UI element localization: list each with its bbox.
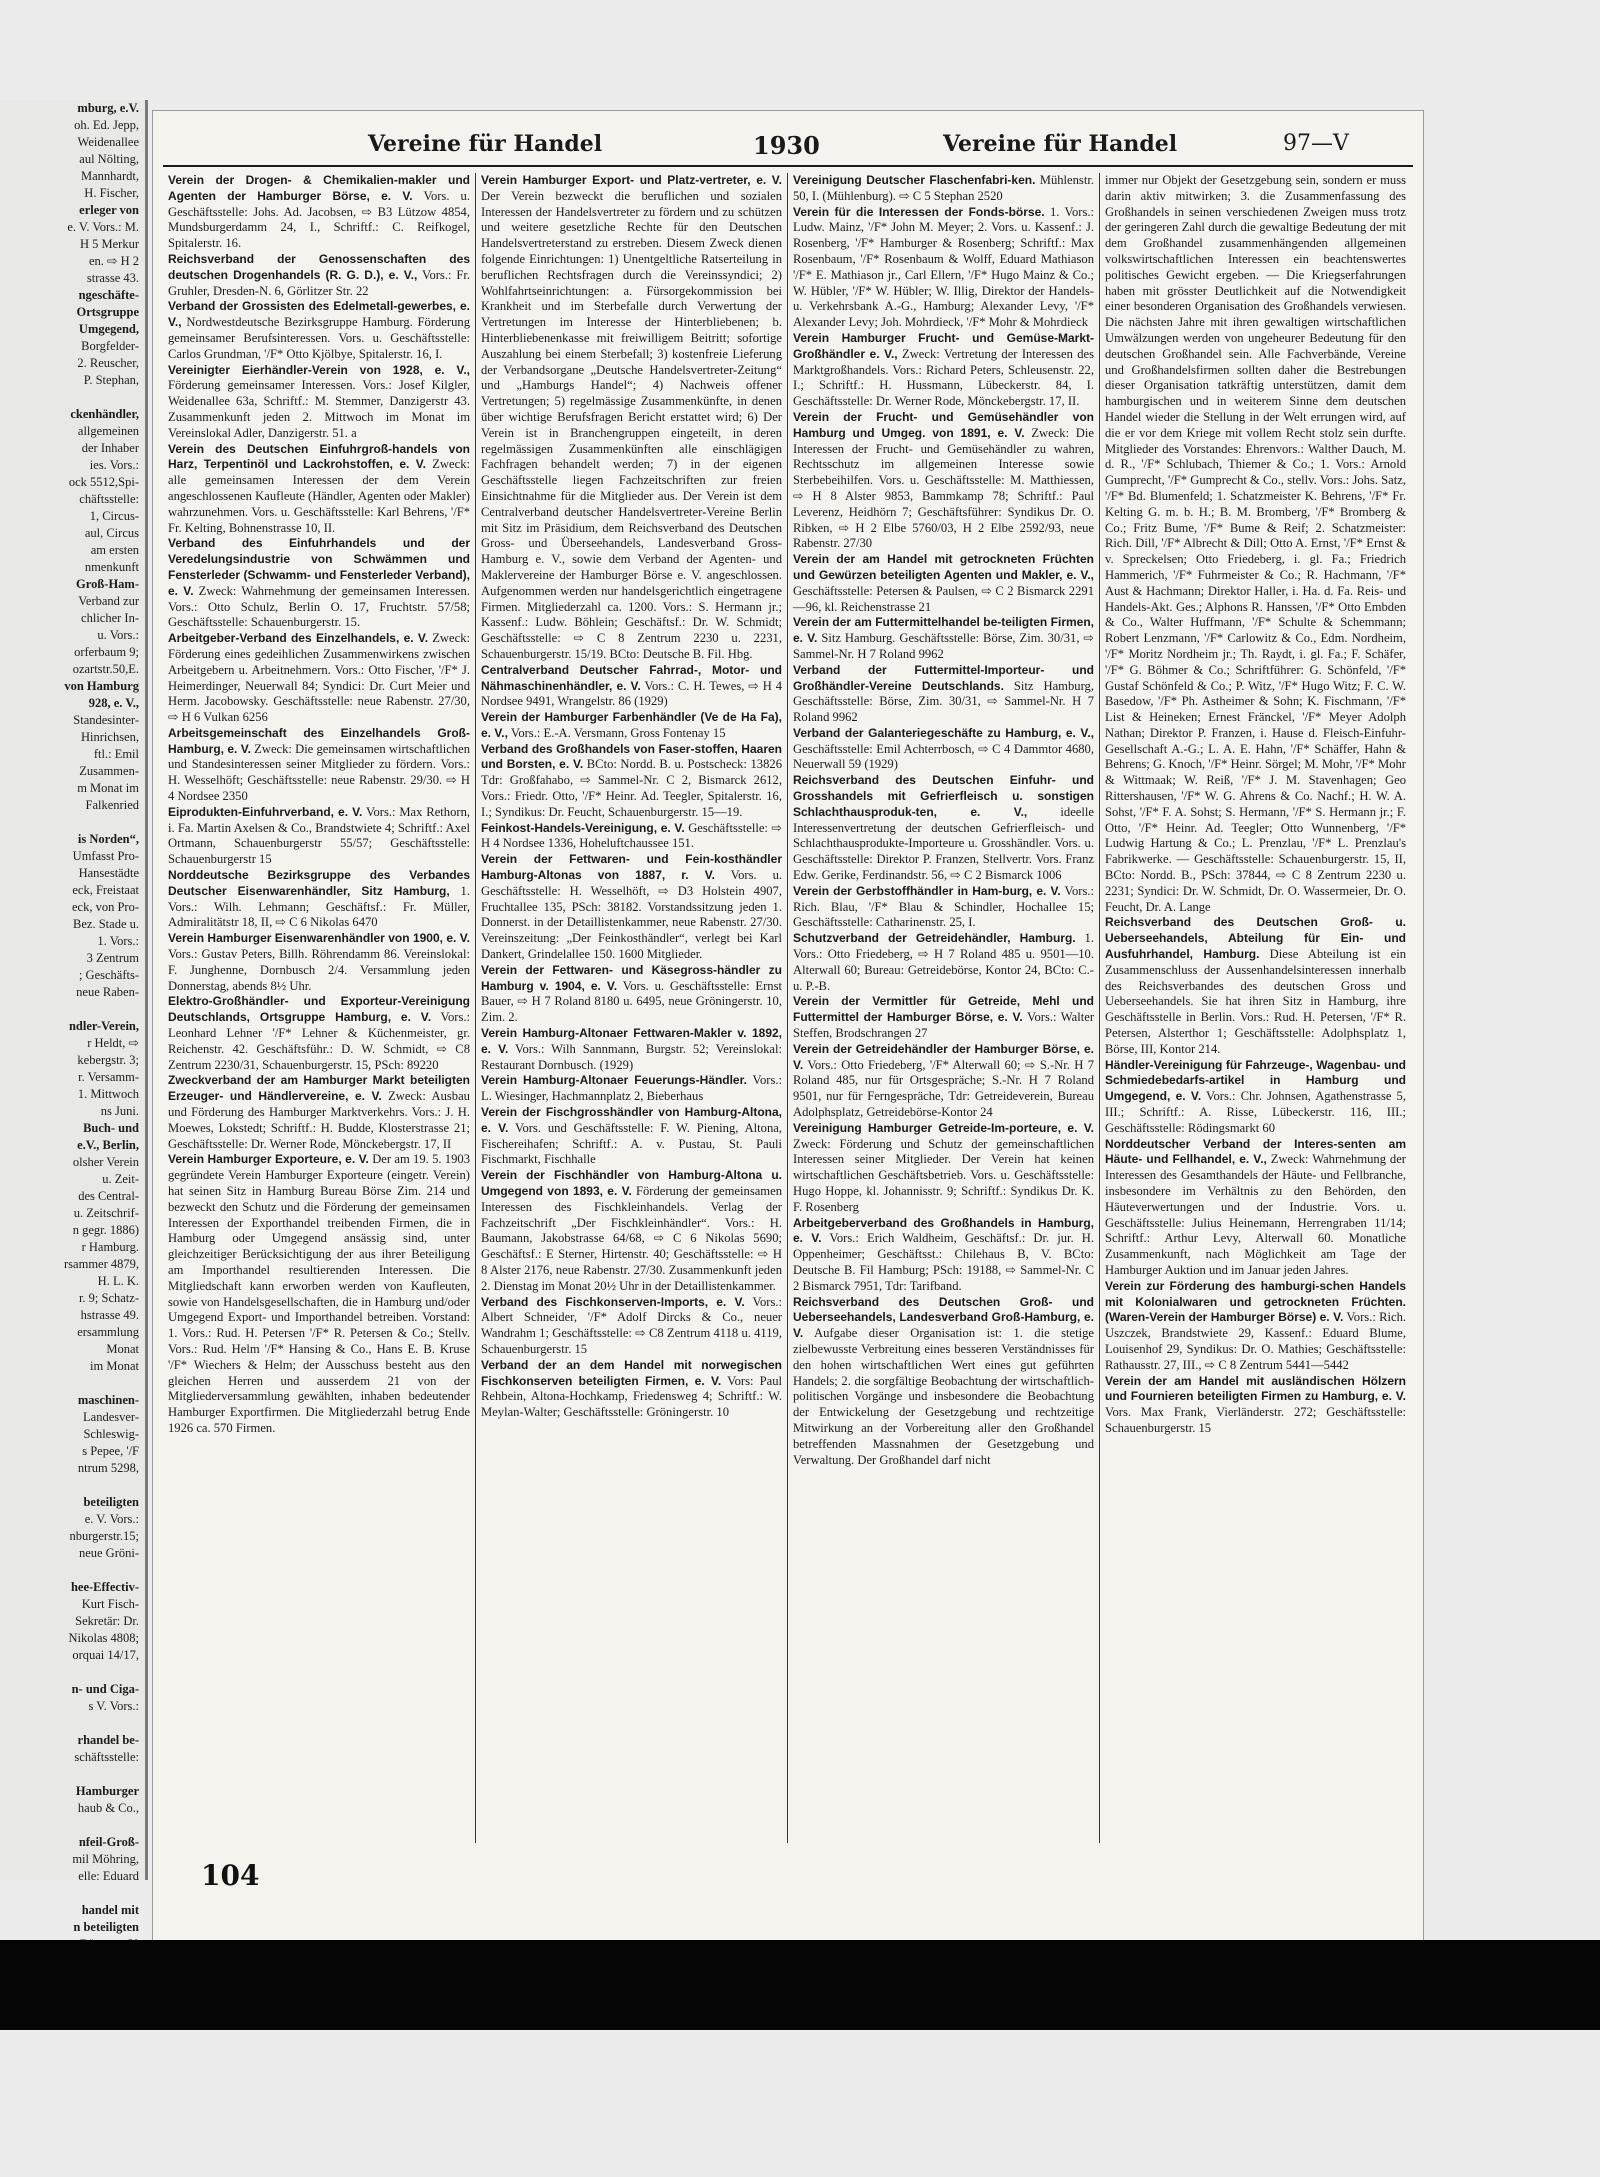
left-page-line: Groß-Ham- <box>76 577 139 591</box>
left-page-line: ndler-Verein, <box>68 1019 139 1033</box>
left-page-line: ies. Vors.: <box>89 458 139 472</box>
left-page-line <box>0 389 145 406</box>
left-page-line: ock 5512,Spi- <box>68 475 139 489</box>
directory-entry <box>481 1295 782 1358</box>
directory-entry <box>1105 173 1406 915</box>
left-page-line: u. Zeit- <box>102 1172 139 1186</box>
entry-text: Vors. und Geschäftsstelle: F. W. Piening, Altona, Fischereihafen; Schriftf.: A. v. Pustau, St. Pauli Fischmarkt, Fischhalle <box>481 1120 783 1167</box>
entry-text: Vors.: Walter Steffen, Brodschrangen 27 <box>793 1010 1095 1041</box>
entry-name: Reichsverband des Deutschen Groß- u. Ueberseehandels, Abteilung für Ein- und Ausfuhrhandel, Hamburg. <box>1105 915 1406 962</box>
entry-text: Vors.: Leonhard Lehner '/F* Lehner & Küchenmeister, gr. Reichenstr. 42. Geschäftsführ.: D. W. Schmidt, ⇨ C8 Zentrum 2230/31, Schauenburgerstr. 15, PSch: 89220 <box>168 1010 470 1072</box>
directory-entry <box>481 1026 782 1073</box>
entry-name: Verein der Frucht- und Gemüsehändler von Hamburg und Umgeg. von 1891, e. V. <box>793 409 1094 440</box>
left-page-line: r Heldt, ⇨ <box>87 1036 139 1050</box>
directory-entry <box>481 1358 782 1421</box>
left-page-line: oh. Ed. Jepp, <box>74 118 139 132</box>
left-page-line: eck, Freistaat <box>72 883 139 897</box>
directory-entry <box>793 331 1094 410</box>
entry-text: Zweck: Die Interessen der Frucht- und Gemüsehändler zu wahren, Rechtsschutz im allgemeinen Interesse sowie Sterbebeihilfen. Vors. u. Geschäftsstelle: M. Matthiessen, ⇨ H 8 Alster 9853, Bammkamp 78; Schriftf.: Paul Leverenz, Heidhörn 7; Geschäftsführer: Syndikus Dr. O. Ribken, ⇨ H 2 Elbe 5760/03, H 2 Elbe 2592/93, neue Rabenstr. 27/30 <box>793 425 1094 551</box>
left-page-line: ngeschäfte- <box>78 288 139 302</box>
left-page-line: n beteiligten <box>73 1920 139 1934</box>
left-page-line: P. Stephan, <box>83 373 139 387</box>
left-page-line: der Inhaber <box>81 441 139 455</box>
left-page-line <box>0 1001 145 1018</box>
entry-text: Zweck: Förderung und Schutz der gemeinschaftlichen Interessen seiner Mitglieder. Der Verein hat keinen wirtschaftlichen Geschäftsbetrieb. Vors. u. Geschäftsstelle: Hugo Hoppe, kl. Johannisstr. 9; Schriftf.: Syndikus Dr. K. F. Rosenberg <box>793 1136 1094 1214</box>
left-page-line: nmenkunft <box>84 560 139 574</box>
entry-name: Zweckverband der am Hamburger Markt beteiligten Erzeuger- und Händlervereine, e. V. <box>168 1073 470 1104</box>
directory-entry <box>1105 1374 1406 1437</box>
left-page-line: Monat <box>106 1342 139 1356</box>
page-header <box>163 127 1413 167</box>
left-page-line: neue Gröni- <box>78 1546 139 1560</box>
left-page-line: neue Raben- <box>76 985 139 999</box>
entry-name: Vereinigung Hamburger Getreide-Im-porteure, e. V. <box>793 1120 1094 1135</box>
directory-entry <box>168 252 470 299</box>
entry-text: Geschäftsstelle: Petersen & Paulsen, ⇨ C 2 Bismarck 2291—96, kl. Reichenstrasse 21 <box>793 583 1094 614</box>
directory-entry <box>1105 915 1406 1057</box>
entry-name: Verband des Großhandels von Faser-stoffen, Haaren und Borsten, e. V. <box>481 741 782 772</box>
entry-text: immer nur Objekt der Gesetzgebung sein, sondern er muss darin aktiv mitwirken; 3. die Zusammenfassung des Großhandels in seinen verschiedenen Zweigen muss trotz der geringeren Zahl durch die gewaltige Bedeutung der mit dem Großhandel zusammenhängenden allgemeinen volkswirtschaftlichen Interessen ein beachtenswertes politisches Gewicht ergeben. — Die Kriegserfahrungen haben mit grösster Deutlichkeit auf die Notwendigkeit einer besonderen Organisation des Großhandels verwiesen. Die nächsten Jahre mit ihren gewaltigen wirtschaftlichen Umwälzungen werden von ungeheurer Bedeutung für den deutschen Großhandel sein. Alle Fachverbände, Vereine und Großhandelsfirmen sollten daher die Bestrebungen dieser Organisation tatkräftig unterstützen, damit dem hamburgischen und in weiterem Sinne dem deutschen Handel wieder die Stellung in der Welt errungen wird, auf die er vor dem Kriege mit vollem Recht stolz sein durfte. Mitglieder des Vorstandes: Ehrenvors.: Walther Dauch, M. d. R., '/F* Schlubach, Thiemer & Co.; 1. Vors.: Arnold Gumprecht, '/F* Gumprecht & Co., stellv. Vors.: Johs. Satz, '/F* Bd. Blumenfeld; 1. Schatzmeister K. Behrens, '/F* Fr. Kelting G. m. b. H.; B. M. Bromberg, '/F* Bromberg & Co.; Fritz Bume, '/F* Bume & Reif; 2. Schatzmeister: Rich. Dill, '/F* Albrecht & Dill; Otto A. Ernst, '/F* Ernst & v. Spreckelsen; Otto Friedeberg, i. gl. Fa.; Friedrich Hammerich, '/F* Fuhrmeister & Co.; R. Hachmann, '/F* Aust & Hachmann; Direktor Haller, i. Ha. d. Fa. Reis- und Handels-Akt. Ges.; Alphons R. Hanssen, '/F* Otto Embden & Co., Walter Huffmann, '/F* Schulte & Schemmann; Robert Lenzmann, '/F* Carlowitz & Co., Edm. Nordheim, '/F* Moritz Nordheim jr.; Th. Raydt, i. gl. Fa.; F. Schäfer, '/F* G. Böhmer & Co.; Schriftführer: G. Schönfeld, '/F* Gustaf Schönfeld & Co.; P. Witz, '/F* Hugo Witz; F. C. W. Basedow, '/F* Ph. Astheimer & Sohn; K. Fischmann, '/F* List & Heineken; Ernest Fränckel, '/F* Meyer Adolph Nathan; Direktor P. Franzen, i. Hause d. Fleisch-Einfuhr-Gesellschaft A.-G.; L. A. E. Hahn, '/F* Schäffer, Hahn & Behrens; G. Knoch, '/F* Heinr. Sörgel; M. Mohr, '/F* Mohr & Wittmaak; W. Reiß, '/F* J. M. Stavenhagen; Geo Rittershausen, '/F* W. G. Ahrens & Co. Nachf.; H. W. A. Sohst, '/F* F. A. Sohst; S. Hermann, '/F* S. Hermann jr.; F. Otto, '/F* Heinr. Ad. Teegler; Otto Wunnenberg, '/F* Ludwig Hartung & Co.; L. Prenzlau, '/F* L. Prenzlau's Fabrikwerke. — Geschäftsstelle: Schauenburgerstr. 15, II, BCto: Nordd. B., PSch: 37844, ⇨ C 8 Zentrum 2230 u. 2231; Syndici: Dr. W. Schmidt, Dr. O. Wassermeier, Dr. O. Feucht, Dr. A. Lange <box>1105 173 1406 914</box>
entry-text: ideelle Interessenvertretung der deutschen Gefrierfleisch- und Schlachthausprodukte-Importeure u. Grosshändler. Vors. u. Geschäftsstelle: Direktor P. Franzen, Stellvertr. Vors. Franz Edw. Gerike, Ferdinandstr. 56, ⇨ C 2 Bismarck 1006 <box>793 804 1094 883</box>
entry-text: 1. Vors.: Ludw. Mainz, '/F* John M. Meyer; 2. Vors. u. Kassenf.: J. Rosenberg, '/F* Hamburger & Rosenberg; Schriftf.: Max Rosenbaum, '/F* Rosenbaum & Wolff, Eduard Mathiason '/F* E. Mathiason jr., Carl Ellern, '/F* Hugo Mainz & Co.; W. Hübler, '/F* W. Hübler; W. Illig, Direktor der Handels- u. Verkehrsbank A.-G., Hamburg; Alexander Levy, '/F* Alexander Levy; Joh. Mohrdieck, '/F* Mohr & Mohrdieck <box>793 204 1094 330</box>
directory-entry <box>168 442 470 537</box>
entry-name: Verband der an dem Handel mit norwegischen Fischkonserven beteiligten Firmen, e. V. <box>481 1357 782 1388</box>
directory-entry <box>793 552 1094 615</box>
entry-text: Vors. u. Geschäftsstelle: Johs. Ad. Jacobsen, ⇨ B3 Lützow 4854, Mundsburgerdamm 24, I., Schriftf.: C. Reifkogel, Spitalerstr. 16. <box>168 188 471 251</box>
directory-entry <box>793 410 1094 552</box>
directory-entry <box>481 663 782 710</box>
scan-border <box>0 1940 1600 2030</box>
left-page-line: nburgerstr.15; <box>69 1529 139 1543</box>
left-page-line: erleger von <box>79 203 139 217</box>
left-page-line: hee-Effectiv- <box>70 1580 139 1594</box>
entry-text: 1. Vors.: Wilh. Lehmann; Geschäftsf.: Fr. Müller, Admiralitätstr 18, II, ⇨ C 6 Nikolas 6470 <box>168 883 470 930</box>
entry-text: Förderung der gemeinsamen Interessen des Fischkleinhandels. Verlag der Fachzeitschrift „Der Fischkleinhändler“. Vors.: H. Baumann, Jakobstrasse 64/68, ⇨ C 6 Nikolas 5690; Geschäftsf.: E Sterner, Hirtenstr. 40; Geschäftsstelle: ⇨ H 8 Alster 2176, neue Rabenstr. 27/30. Zusammenkunft jeden 2. Dienstag im Monat 20½ Uhr in der Detaillistenkammer. <box>481 1184 782 1293</box>
left-page-line: aul Nölting, <box>79 152 139 166</box>
directory-entry <box>168 173 470 252</box>
entry-text: Vors.: L. Wiesinger, Hachmannplatz 2, Bieberhaus <box>481 1073 783 1104</box>
directory-entry <box>793 773 1094 884</box>
left-page-line: 3 Zentrum <box>86 951 139 965</box>
entry-text: Geschäftsstelle: ⇨ H 4 Nordsee 1336, Hoheluftchaussee 151. <box>481 820 782 851</box>
entry-text: Mühlenstr. 50, I. (Mühlenburg). ⇨ C 5 Stephan 2520 <box>793 173 1094 203</box>
left-page-line: 2. Reuscher, <box>77 356 139 370</box>
left-page-line: n- und Ciga- <box>71 1682 139 1696</box>
directory-entry <box>793 726 1094 773</box>
directory-entry <box>1105 1058 1406 1137</box>
directory-page <box>152 110 1424 1952</box>
left-page-line: mil Möhring, <box>72 1852 139 1866</box>
left-page-line: m Monat im <box>77 781 139 795</box>
left-page-line: Standesinter- <box>73 713 139 727</box>
left-page-line: Hamburger <box>75 1784 139 1798</box>
left-page-line: des Central- <box>78 1189 139 1203</box>
entry-text: Vors.: Fr. Gruhler, Dresden-N. 6, Görlitzer Str. 22 <box>168 267 471 298</box>
left-page-line: s V. Vors.: <box>88 1699 139 1713</box>
entry-name: Verein für die Interessen der Fonds-börse. <box>793 204 1045 219</box>
entry-name: Eiprodukten-Einfuhrverband, e. V. <box>168 804 363 819</box>
column-4 <box>1099 173 1411 1843</box>
left-page-line: nfeil-Groß- <box>78 1835 139 1849</box>
left-page-line: Zusammen- <box>79 764 139 778</box>
directory-entry <box>1105 1279 1406 1374</box>
left-page-line: u. Vors.: <box>97 628 139 642</box>
entry-text: Vors.: Gustav Peters, Billh. Röhrendamm 86. Vereinslokal: F. Junghenne, Dornbusch 2/4. Versammlung jeden Donnerstag, abends 8½ Uhr. <box>168 947 470 993</box>
left-page-line: orquai 14/17, <box>72 1648 139 1662</box>
entry-name: Verein Hamburger Export- und Platz-vertreter, e. V. <box>481 173 782 187</box>
directory-entry <box>168 994 470 1073</box>
entry-name: Arbeitgeberverband des Großhandels in Hamburg, e. V. <box>793 1215 1094 1246</box>
entry-name: Verein Hamburger Exporteure, e. V. <box>168 1152 369 1167</box>
entry-name: Feinkost-Handels-Vereinigung, e. V. <box>481 820 685 835</box>
entry-text: Vors.: Albert Schneider, '/F* Adolf Dircks & Co., neuer Wandrahm 1; Geschäftsstelle: ⇨ C8 Zentrum 4118 u. 4119, Schauenburgerstr. 15 <box>481 1294 783 1356</box>
directory-entry <box>168 363 470 442</box>
left-page-line: maschinen- <box>77 1393 139 1407</box>
entry-name: Verein der Fischgrosshändler von Hamburg-Altona, e. V. <box>481 1105 782 1135</box>
left-page-line: olsher Verein <box>72 1155 139 1169</box>
entry-name: Arbeitsgemeinschaft des Einzelhandels Groß-Hamburg, e. V. <box>168 725 470 756</box>
directory-entry <box>793 173 1094 205</box>
entry-name: Verein der Hamburger Farbenhändler (Ve de Ha Fa), e. V., <box>481 710 782 740</box>
left-page-line <box>0 1375 145 1392</box>
entry-name: Vereinigter Eierhändler-Verein von 1928, e. V., <box>168 362 470 377</box>
left-page-line: H. Fischer, <box>84 186 139 200</box>
directory-entry <box>481 710 782 742</box>
left-page-line: H. L. K. <box>97 1274 139 1288</box>
left-page-line: strasse 43. <box>86 271 139 285</box>
entry-name: Verband des Einfuhrhandels und der Veredelungsindustrie von Schwämmen und Fensterleder (Schwamm- und Fensterleder Verband), e. V. <box>168 536 470 598</box>
directory-entry <box>793 1042 1094 1121</box>
left-page-line: Hansestädte <box>78 866 139 880</box>
left-page-line: Mannhardt, <box>81 169 139 183</box>
left-page-line: elle: Eduard <box>78 1869 139 1883</box>
left-page-line: schäftsstelle: <box>74 1750 139 1764</box>
entry-text: Vors.: Rich. Uszczek, Brandstwiete 29, Kassenf.: Eduard Blume, Louisenhof 29, Syndikus: Dr. O. Mathies; Geschäftsstelle: Rathausstr. 27, III., ⇨ C 8 Zentrum 5441—5442 <box>1105 1310 1407 1372</box>
directory-entry <box>793 663 1094 726</box>
left-page-line: e. V. Vors.: <box>84 1512 139 1526</box>
entry-name: Verein der Drogen- & Chemikalien-makler und Agenten der Hamburger Börse, e. V. <box>168 173 470 203</box>
left-page-line: Weidenallee <box>77 135 139 149</box>
entry-name: Elektro-Großhändler- und Exporteur-Vereinigung Deutschlands, Ortsgruppe Hamburg, e. V. <box>168 994 470 1025</box>
left-page-line: en. ⇨ H 2 <box>88 254 139 268</box>
directory-entry <box>793 931 1094 994</box>
left-page-line: r. Versamm- <box>78 1070 139 1084</box>
left-page-line: am ersten <box>90 543 139 557</box>
left-page-line: e.V., Berlin, <box>77 1138 139 1152</box>
left-page-line: rhandel be- <box>77 1733 139 1747</box>
entry-text: Sitz Hamburg, Geschäftsstelle: Börse, Zim. 30/31, ⇨ Sammel-Nr. H 7 Roland 9962 <box>793 678 1094 725</box>
left-page-line: is Norden“, <box>77 832 139 846</box>
left-page-line: ; Geschäfts- <box>78 968 139 982</box>
entry-text: Zweck: Vertretung der Interessen des Marktgroßhandels. Vors.: Richard Peters, Schleusenstr. 22, I.; Schriftf.: H. Hussmann, Lübeckerstr. 84, I. Geschäftsstelle: Dr. Werner Rode, Mönckebergstr. 17, II. <box>793 346 1095 409</box>
entry-name: Vereinigung Deutscher Flaschenfabri-ken. <box>793 173 1036 187</box>
directory-entry <box>793 1216 1094 1295</box>
left-page-line: r Hamburg. <box>81 1240 139 1254</box>
directory-entry <box>481 1105 782 1168</box>
left-page-line: ntrum 5298, <box>77 1461 139 1475</box>
column-3 <box>787 173 1099 1843</box>
left-page-line <box>0 1715 145 1732</box>
directory-entry <box>168 299 470 362</box>
left-page-line: allgemeinen <box>77 424 139 438</box>
header-page-label: 97—V <box>1283 131 1349 156</box>
directory-entry <box>793 615 1094 662</box>
entry-name: Arbeitgeber-Verband des Einzelhandels, e. V. <box>168 631 429 646</box>
directory-entry <box>793 1295 1094 1469</box>
column-2 <box>475 173 787 1843</box>
left-page-line: beteiligten <box>83 1495 139 1509</box>
left-page-line <box>0 1885 145 1902</box>
entry-name: Verein der Fettwaren- und Fein-kosthändler Hamburg-Altonas von 1887, r. V. <box>481 852 782 883</box>
left-page-line: ftl.: Emil <box>93 747 139 761</box>
entry-text: 1. Vors.: Otto Friedeberg, ⇨ H 7 Roland 485 u. 9501—10. Alterwall 60; Bureau: Getreidebörse, Kontor 24, BCto: C.- u. P.-B. <box>793 931 1094 993</box>
directory-entry <box>481 963 782 1026</box>
column-1 <box>163 173 475 1843</box>
directory-entry <box>1105 1137 1406 1279</box>
entry-name: Verein des Deutschen Einfuhrgroß-handels von Harz, Terpentinöl und Lackrohstoffen, e. V. <box>168 441 470 472</box>
left-page-line: 1. Vors.: <box>97 934 139 948</box>
left-page-line: Verband zur <box>78 594 139 608</box>
entry-name: Verein der Fettwaren- und Käsegross-händler zu Hamburg v. 1904, e. V. <box>481 962 782 993</box>
entry-name: Reichsverband der Genossenschaften des deutschen Drogenhandels (R. G. D.), e. V., <box>168 251 470 282</box>
footer-page-number: 104 <box>201 1859 260 1892</box>
entry-name: Verein der Getreidehändler der Hamburger Börse, e. V. <box>793 1041 1094 1072</box>
left-page-line: Buch- und <box>83 1121 139 1135</box>
entry-text: Der am 19. 5. 1903 gegründete Verein Hamburger Exporteure (eingetr. Verein) hat seinen Sitz in Hamburg Bureau Börse Zim. 214 und bezweckt den Schutz und die Förderung der gemeinsamen Interessen der Exporthandel treibenden Firmen, die in Hamburg oder Umgegend ansässig sind, unter gleichzeitiger Berücksichtigung der aus ihrer Beteiligung am Importhandel resultierenden Interessen. Die Mitgliedschaft kann erworben werden von Kaufleuten, sowie von Handelsgesellschaften, die in Hamburg und/oder Umgegend Export- und Importhandel betreiben. Vorstand: 1. Vors.: Rud. H. Petersen '/F* R. Petersen & Co.; Stellv. Vors.: Rud. Helm '/F* Hansing & Co., Hans E. B. Kruse '/F* Wiechers & Helm; der Ausschuss besteht aus den gleichen Herren und ausserdem 21 von der Mitgliederversammlung gewählten, inhaben bedeutender Hamburger Exportfirmen. Die Mitgliederzahl betrug Ende 1926 ca. 570 Firmen. <box>168 1152 470 1435</box>
entry-text: Vors.: Max Rethorn, i. Fa. Martin Axelsen & Co., Brandstwiete 4; Schriftf.: Axel Ortmann, Schauenburgerstr 55/57; Geschäftsstelle: Schauenburgerstr 15 <box>168 804 471 867</box>
entry-name: Händler-Vereinigung für Fahrzeuge-, Wagenbau- und Schmiedebedarfs-artikel in Hamburg und Umgegend, e. V. <box>1105 1057 1406 1104</box>
left-page-line: Nikolas 4808; <box>68 1631 139 1645</box>
entry-name: Verband der Grossisten des Edelmetall-gewerbes, e. V., <box>168 299 470 330</box>
left-page-line: ns Juni. <box>100 1104 139 1118</box>
directory-entry <box>793 205 1094 331</box>
left-page-line: Borgfelder- <box>81 339 139 353</box>
entry-text: Der Verein bezweckt die beruflichen und sozialen Interessen der Handelsvertreter zu fördern und zu schützen und weitere gesetzliche Rechte für den Deutschen Handelsvertreterstand zu erstreben. Diesem Zweck dienen folgende Einrichtungen: 1) Unentgeltliche Ratserteilung in beruflichen Rechtsfragen durch die Vereinssyndici; 2) Wohlfahrtseinrichtungen: a. Fürsorgekommission bei Krankheit und im Sterbefalle durch Verwertung der Vertretungen im Interesse der Hinterbliebenen; b. Hinterbliebenenkasse mit freiwilligem Beitritt; sofortige Auszahlung bei einem Sterbefall; 3) kostenfreie Lieferung der Verbandsorgane „Deutsche Handelsvertreter-Zeitung“ und „Hamburgs Handel“; 4) Nachweis offener Vertretungen; 5) regelmässige Zusammenkünfte, in denen über wichtige Berufsfragen Bericht erstattet wird; 6) Der Verein ist in Branchengruppen eingeteilt, in deren regelmässigen Zusammenkünften alle einschlägigen Fachfragen behandelt werden; 7) in der eigenen Geschäftsstelle liegen Fachzeitschriften zur freien Einsichtnahme für die Mitglieder aus. Der Verein ist dem Centralverband deutscher Handelsvertreter-Vereine Berlin mit Sitz im Präsidium, dem Reichsverband des Deutschen Gross- und Überseehandels, Landesverband Gross-Hamburg e. V., sowie dem Verband der Agenten- und Maklervereine der Hamburger Börse e. V. angeschlossen. Aufgenommen werden nur handelsgerichtlich eingetragene Firmen. Mitgliederzahl ca. 1200. Vors.: S. Hermann jr.; Kassenf.: Ludw. Böhlein; Geschäftsf.: Dr. W. Schmidt; Geschäftsstelle: ⇨ C 8 Zentrum 2230 u. 2231, Schauenburgerstr. 15/19. BCto: Deutsche B. Fil. Hbg. <box>481 188 782 661</box>
left-page-line: von Hamburg <box>64 679 139 693</box>
directory-entry <box>168 631 470 726</box>
left-page-line: rsammer 4879, <box>64 1257 139 1271</box>
entry-text: Vors.: C. H. Tewes, ⇨ H 4 Nordsee 9491, Wrangelstr. 86 (1929) <box>481 678 783 709</box>
left-page-line: 1. Mittwoch <box>77 1087 139 1101</box>
entry-text: Zweck: Die gemeinsamen wirtschaftlichen und Standesinteressen seiner Mitglieder zu fördern. Vors.: H. Wesselhöft; Geschäftsstelle: neue Rabenstr. 29/30. ⇨ H 4 Nordsee 2350 <box>168 741 470 804</box>
left-page-line: H 5 Merkur <box>79 237 139 251</box>
entry-text: Geschäftsstelle: Emil Achterrbosch, ⇨ C 4 Dammtor 4680, Neuerwall 59 (1929) <box>793 741 1094 772</box>
left-page-line: e. V. Vors.: M. <box>67 220 139 234</box>
entry-text: Zweck: Wahrnehmung der gemeinsamen Interessen. Vors.: Otto Schulz, Berlin O. 17, Fruchtstr. 57/58; Geschäftsstelle: Schauenburgerstr. 15. <box>168 583 471 630</box>
directory-entry <box>481 742 782 821</box>
left-page-line <box>0 1817 145 1834</box>
entry-text: Vors.: Erich Waldheim, Geschäftsf.: Dr. jur. H. Oppenheimer; Geschäftsst.: Chilehaus B, V. BCto: Deutsche B. Fil Hamburg; PSch: 19188, ⇨ Sammel-Nr. C 2 Bismarck 7951, Tdr: Tarifband. <box>793 1231 1095 1293</box>
directory-entry <box>168 931 470 994</box>
directory-entry <box>481 852 782 963</box>
entry-text: Vors.: Chr. Johnsen, Agathenstrasse 5, III.; Schriftf.: A. Risse, Lübeckerstr. 116, III.; Geschäftsstelle: Rödingsmarkt 60 <box>1105 1089 1406 1135</box>
entry-text: Zweck: Förderung eines gedeihlichen Zusammenwirkens zwischen Arbeitgebern u. Arbeitnehmern. Vors.: Otto Fischer, '/F* J. Heimerdinger, Neuerwall 84; Syndici: Dr. Curt Meier und Herm. Jacobowsky. Geschäftsstelle: neue Rabenstr. 27/30, ⇨ H 6 Vulkan 6256 <box>168 631 470 725</box>
directory-entry <box>481 173 782 663</box>
left-page-line: Falkenried <box>85 798 139 812</box>
entry-name: Verein Hamburger Eisenwarenhändler von 1900, e. V. <box>168 931 470 946</box>
left-page-line: Schleswig- <box>83 1427 139 1441</box>
entry-name: Verband des Fischkonserven-Imports, e. V. <box>481 1294 745 1309</box>
entry-text: Zweck: Wahrnehmung der Interessen des Gesamthandels der Häute- und Fellbranche, insbesondere im Verhältnis zu den Behörden, den Häuteverwertungen und der Industrie. Vors. u. Geschäftsstelle: Julius Heinemann, Herrengraben 11/14; Schriftf.: Arthur Levy, Alterwall 60. Monatliche Zusammenkunft, nach Möglichkeit am Tage der Hamburger Auktion und im Januar jeden Jahres. <box>1105 1152 1406 1277</box>
directory-entry <box>793 884 1094 931</box>
entry-name: Reichsverband des Deutschen Einfuhr- und Grosshandels mit Gefrierfleisch u. sonstigen Schlachthausproduk-ten, e. V., <box>793 773 1094 819</box>
entry-text: Zweck: alle gemeinsamen Interessen der dem Verein angeschlossenen Kaufleute (Händler, Agenten oder Makler) wahrzunehmen. Vors. u. Geschäftsstelle: Karl Behrens, '/F* Fr. Kelting, Bohnenstrasse 10, II. <box>168 457 470 535</box>
left-page-line: chäftsstelle: <box>79 492 139 506</box>
left-page-line: Hinrichsen, <box>81 730 139 744</box>
left-page-line: r. 9; Schatz- <box>78 1291 139 1305</box>
directory-entry <box>168 805 470 868</box>
entry-text: Vors. Max Frank, Vierländerstr. 272; Geschäftsstelle: Schauenburgerstr. 15 <box>1105 1405 1406 1435</box>
entry-name: Verein der am Handel mit getrockneten Früchten und Gewürzen beteiligten Agenten und Makler, e. V., <box>793 552 1094 582</box>
header-right-title: Vereine für Handel <box>943 131 1178 157</box>
left-page-line <box>0 1766 145 1783</box>
entry-name: Verein der Vermittler für Getreide, Mehl und Futtermittel der Hamburger Börse, e. V. <box>793 994 1094 1025</box>
entry-text: Vors. u. Geschäftsstelle: H. Wesselhöft, ⇨ D3 Holstein 4907, Fruchtallee 135, PSch: 38182. Vorstandssitzung jeden 1. Donnerst. in der Detaillistenkammer, neue Rabenstr. 27/30. Vereinszeitung: „Der Feinkosthändler“, verlegt bei Karl Dankert, Grindelallee 150. 1600 Mitglieder. <box>481 868 783 962</box>
left-page-line: ozartstr.50,E. <box>72 662 139 676</box>
entry-columns <box>163 173 1413 1843</box>
entry-name: Verband der Futtermittel-Importeur- und Großhändler-Vereine Deutschlands. <box>793 662 1094 693</box>
entry-text: Vors. u. Geschäftsstelle: Ernst Bauer, ⇨ H 7 Roland 8180 u. 6495, neue Gröningerstr. 10, Zim. 2. <box>481 978 782 1025</box>
header-year: 1930 <box>753 131 820 160</box>
directory-entry <box>168 726 470 805</box>
left-page-line: ckenhändler, <box>70 407 139 421</box>
left-page-line: haub & Co., <box>77 1801 139 1815</box>
entry-text: Aufgabe dieser Organisation ist: 1. die stetige zielbewusste Verbreitung eines besseren Verständnisses für den hohen wirtschaftlichen Wert eines gut geführten Handels; 2. die sorgfältige Beobachtung der wirtschaftlich-politischen Vorgänge und insbesondere die Beobachtung der Entwickelung der Gesetzgebung und rechtzeitige Mitwirkung an der Vorbereitung aller den Großhandel betreffenden Massnahmen der Gesetzgebung und Verwaltung. Der Großhandel darf nicht <box>793 1326 1094 1467</box>
entry-text: Sitz Hamburg. Geschäftsstelle: Börse, Zim. 30/31, ⇨ Sammel-Nr. H 7 Roland 9962 <box>793 631 1094 661</box>
left-page-line: im Monat <box>90 1359 139 1373</box>
left-page-line: Umgegend, <box>78 322 139 336</box>
entry-text: Vors.: E.-A. Versmann, Gross Fontenay 15 <box>510 725 726 740</box>
left-page-line: orferbaum 9; <box>74 645 139 659</box>
entry-name: Verein zur Förderung des hamburgi-schen Handels mit Kolonialwaren und getrockneten Früchten. (Waren-Verein der Hamburger Börse) e. V. <box>1105 1278 1406 1325</box>
entry-text: Zweck: Ausbau und Förderung des Hamburger Marktverkehrs. Vors.: J. H. Moewes, Lokstedt; Schriftf.: H. Budde, Klosterstrasse 21; Geschäftsstelle: Dr. Werner Rode, Mönckebergstr. 17, II <box>168 1089 470 1151</box>
left-page-line: aul, Circus <box>84 526 139 540</box>
directory-entry <box>168 536 470 631</box>
left-page-line: s Pepee, '/F <box>82 1444 139 1458</box>
directory-entry <box>168 1152 470 1436</box>
left-page-line: Bez. Stade u. <box>73 917 139 931</box>
entry-name: Centralverband Deutscher Fahrrad-, Motor- und Nähmaschinenhändler, e. V. <box>481 662 782 693</box>
entry-name: Verein der am Handel mit ausländischen Hölzern und Fournieren beteiligten Firmen zu Hamburg, e. V. <box>1105 1373 1406 1404</box>
left-page-line: mburg, e.V. <box>77 101 139 115</box>
entry-text: Vors: Paul Rehbein, Altona-Hochkamp, Friedensweg 4; Schriftf.: W. Meylan-Walter; Geschäftsstelle: Gröningerstr. 10 <box>481 1373 783 1420</box>
directory-entry <box>481 1073 782 1105</box>
left-page-line: u. Zeitschrif- <box>73 1206 139 1220</box>
entry-name: Verein Hamburg-Altonaer Feuerungs-Händler. <box>481 1073 747 1088</box>
directory-entry <box>481 821 782 853</box>
entry-name: Verein der Gerbstoffhändler in Ham-burg, e. V. <box>793 883 1061 898</box>
left-page-line: ersammlung <box>77 1325 139 1339</box>
left-page-line: Landesver- <box>83 1410 139 1424</box>
left-page-line: n gegr. 1886) <box>72 1223 139 1237</box>
left-page-line: chlicher In- <box>81 611 139 625</box>
entry-text: Nordwestdeutsche Bezirksgruppe Hamburg. Förderung gemeinsamer Berufsinteressen. Vors. u. Geschäftsstelle: Carlos Grundman, '/F* Otto Kjölbye, Spitalerstr. 16, I. <box>168 315 470 361</box>
entry-name: Verein der am Futtermittelhandel be-teiligten Firmen, e. V. <box>793 615 1094 646</box>
directory-entry <box>168 868 470 931</box>
left-page-line: Ortsgruppe <box>76 305 139 319</box>
directory-entry <box>793 994 1094 1041</box>
left-page-line: 928, e. V., <box>88 696 139 710</box>
entry-name: Verein der Fischhändler von Hamburg-Altona u. Umgegend von 1893, e. V. <box>481 1168 782 1198</box>
directory-entry <box>168 1073 470 1152</box>
entry-text: BCto: Nordd. B. u. Postscheck: 13826 Tdr: Großfahabo, ⇨ Sammel-Nr. C 2, Bismarck 2612, Vors.: Friedr. Otto, '/F* Heinr. Ad. Teegler, Spitalerstr. 16, I.; Syndikus: Dr. Feucht, Schauenburgerstr. 15—19. <box>481 757 782 819</box>
left-page-line: Sekretär: Dr. <box>75 1614 139 1628</box>
left-page-line <box>0 814 145 831</box>
left-page-line: hstrasse 49. <box>80 1308 139 1322</box>
header-left-title: Vereine für Handel <box>368 131 603 157</box>
entry-text: Diese Abteilung ist ein Zusammenschluss der Aussenhandelsinteressen innerhalb des Reichsverbandes des deutschen Gross und Ueberseehandels. Sie hat ihren Sitz in Hamburg, ihre Geschäftsstelle in Berlin. Vors.: Rud. H. Petersen, '/F* R. Petersen, Alsterthor 1; Geschäftsstelle: Adolphsplatz 1, Börse, III, Kontor 214. <box>1105 947 1407 1056</box>
entry-name: Reichsverband des Deutschen Groß- und Ueberseehandels, Landesverband Groß-Hamburg, e. V. <box>793 1294 1094 1341</box>
entry-name: Norddeutscher Verband der Interes-senten am Häute- und Fellhandel, e. V., <box>1105 1136 1406 1167</box>
entry-text: Vors.: Rich. Blau, '/F* Blau & Schindler, Hochallee 15; Geschäftsstelle: Catharinenstr. 25, I. <box>793 883 1095 930</box>
entry-name: Verband der Galanteriegeschäfte zu Hamburg, e. V., <box>793 725 1094 740</box>
left-page-line: 1, Circus- <box>89 509 139 523</box>
entry-name: Schutzverband der Getreidehändler, Hamburg. <box>793 931 1076 946</box>
left-page-line <box>0 1664 145 1681</box>
left-page-line <box>0 1562 145 1579</box>
entry-name: Verein Hamburg-Altonaer Fettwaren-Makler v. 1892, e. V. <box>481 1026 782 1056</box>
directory-entry <box>793 1121 1094 1216</box>
entry-text: Vors.: Otto Friedeberg, '/F* Alterwall 60; ⇨ S.-Nr. H 7 Roland 485, nur für Ortsgespräche; S.-Nr. H 7 Roland 9501, nur für Ferngespräche, Tdr: Getreideverein, Bureau Adolphsplatz, Getreidebörse-Kontor 24 <box>793 1057 1095 1120</box>
left-page-line: Umfasst Pro- <box>72 849 139 863</box>
left-page-fragment <box>0 100 148 1934</box>
left-page-line: kebergstr. 3; <box>77 1053 139 1067</box>
entry-text: Förderung gemeinsamer Interessen. Vors.: Josef Kilgler, Weidenallee 63a, Schriftf.: M. Stemmer, Danzigerstr 43. Zusammenkunft jeden 2. Mittwoch im Monat im Vereinslokal Adler, Danzigerstr. 51. a <box>168 378 470 440</box>
entry-name: Norddeutsche Bezirksgruppe des Verbandes Deutscher Eisenwarenhändler, Sitz Hamburg, <box>168 868 470 898</box>
left-page-line <box>0 1477 145 1494</box>
entry-name: Verein Hamburger Frucht- und Gemüse-Markt-Großhändler e. V., <box>793 330 1094 361</box>
left-page-line: eck, von Pro- <box>72 900 139 914</box>
directory-entry <box>481 1168 782 1294</box>
left-page-line: handel mit <box>81 1903 139 1917</box>
left-page-line: Kurt Fisch- <box>81 1597 139 1611</box>
entry-text: Vors.: Wilh Sannmann, Burgstr. 52; Vereinslokal: Restaurant Dornbusch. (1929) <box>481 1041 783 1072</box>
